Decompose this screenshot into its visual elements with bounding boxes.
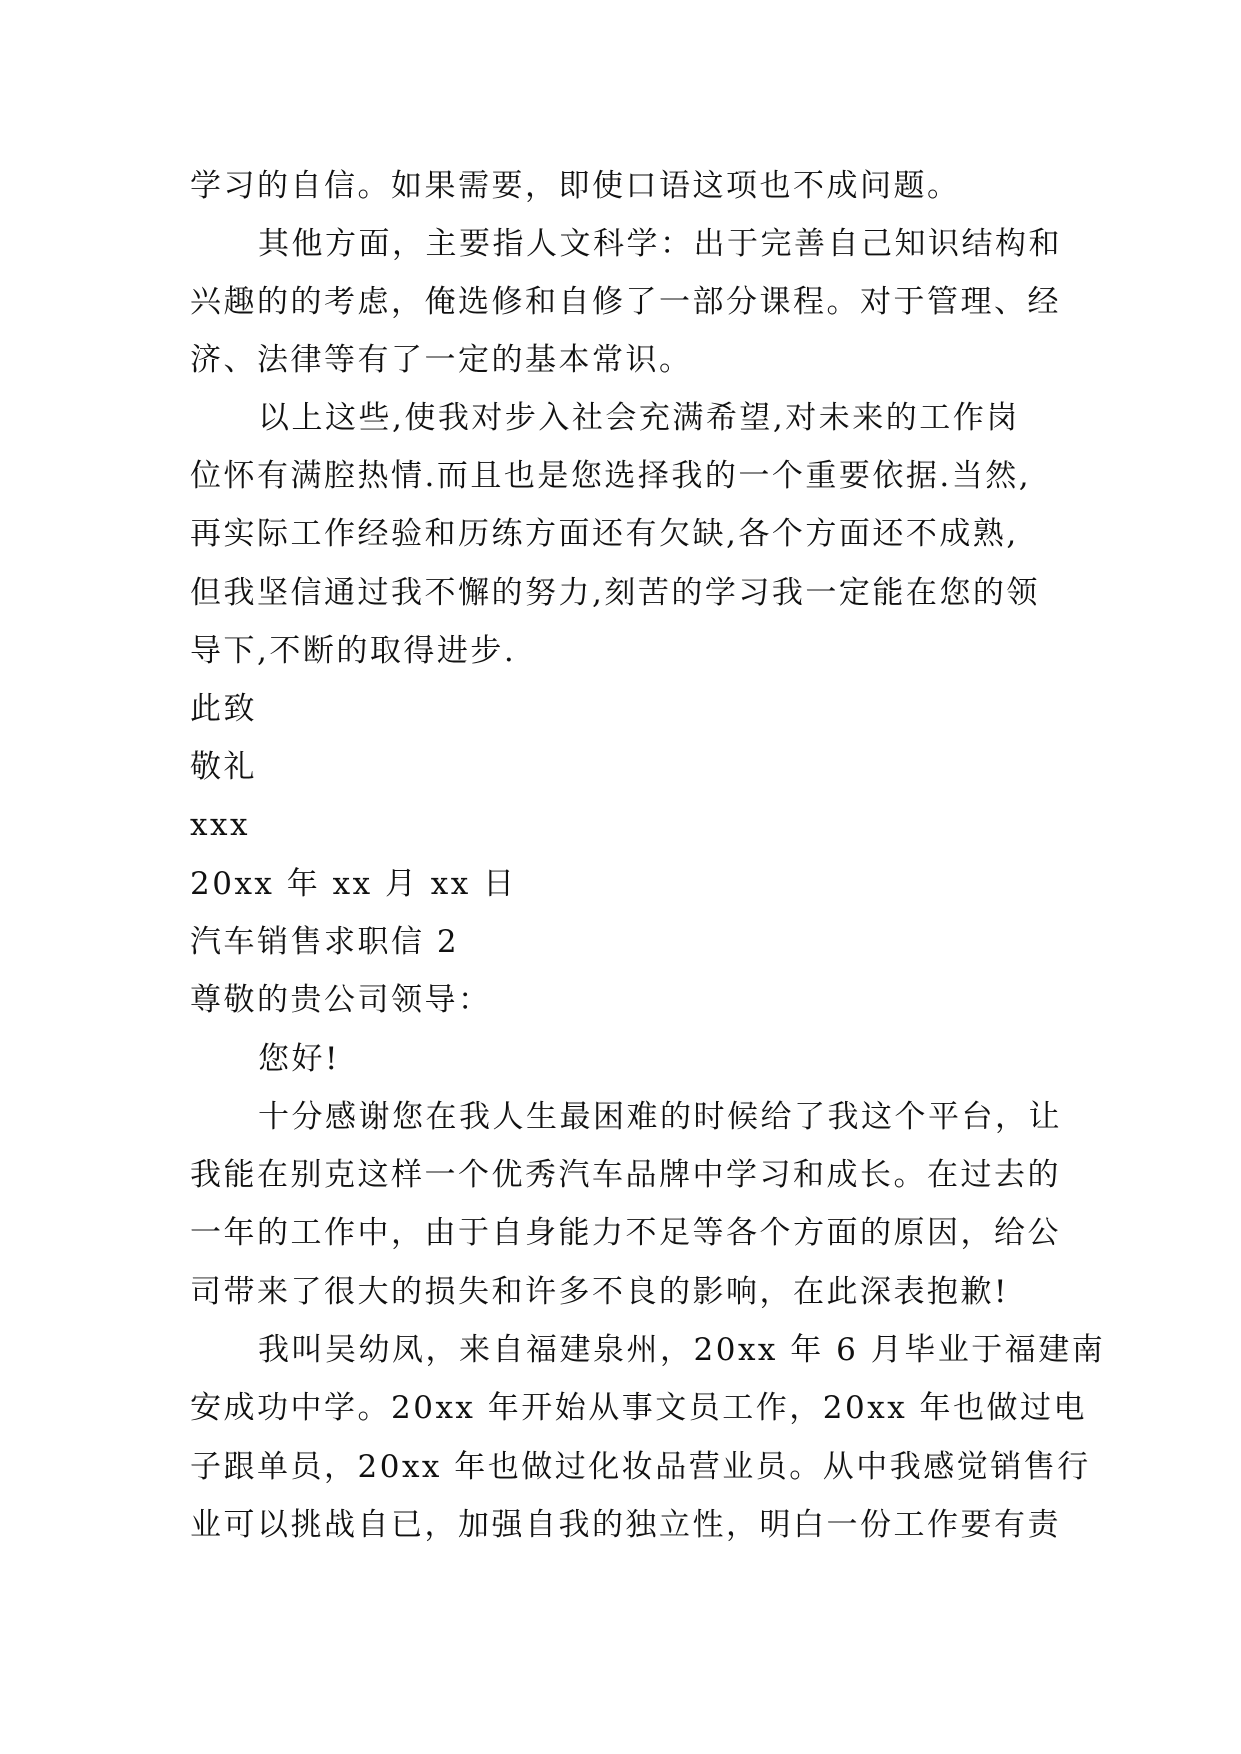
closing-regards: 敬礼: [190, 749, 257, 785]
section-title: 汽车销售求职信 2: [190, 924, 460, 960]
greeting: 尊敬的贵公司领导：: [190, 982, 492, 1018]
greeting-hello: 您好!: [258, 1041, 340, 1077]
text-line: 业可以挑战自已，加强自我的独立性，明白一份工作要有责: [190, 1507, 1061, 1543]
signature-date: 20xx 年 xx 月 xx 日: [190, 866, 517, 902]
text-line: 其他方面，主要指人文科学：出于完善自己知识结构和: [258, 226, 1062, 262]
text-line: 但我坚信通过我不懈的努力,刻苦的学习我一定能在您的领: [190, 575, 1040, 611]
text-line: 学习的自信。如果需要，即使口语这项也不成问题。: [190, 168, 961, 204]
text-line: 位怀有满腔热情.而且也是您选择我的一个重要依据.当然,: [190, 458, 1032, 494]
text-line: 以上这些,使我对步入社会充满希望,对未来的工作岗: [258, 400, 1020, 436]
text-line: 再实际工作经验和历练方面还有欠缺,各个方面还不成熟,: [190, 516, 1019, 552]
closing-salutation: 此致: [190, 691, 257, 727]
text-line: 我能在别克这样一个优秀汽车品牌中学习和成长。在过去的: [190, 1157, 1061, 1193]
text-line: 子跟单员，20xx 年也做过化妆品营业员。从中我感觉销售行: [190, 1449, 1091, 1485]
text-line: 一年的工作中，由于自身能力不足等各个方面的原因，给公: [190, 1215, 1061, 1251]
text-line: 导下,不断的取得进步.: [190, 633, 517, 669]
text-line: 十分感谢您在我人生最困难的时候给了我这个平台，让: [258, 1099, 1062, 1135]
text-line: 济、法律等有了一定的基本常识。: [190, 342, 693, 378]
text-line: 兴趣的的考虑，俺选修和自修了一部分课程。对于管理、经: [190, 284, 1061, 320]
text-line: 安成功中学。20xx 年开始从事文员工作，20xx 年也做过电: [190, 1390, 1088, 1426]
text-line: 司带来了很大的损失和许多不良的影响，在此深表抱歉!: [190, 1274, 1009, 1310]
signature-name: xxx: [190, 807, 250, 843]
text-line: 我叫吴幼凤，来自福建泉州，20xx 年 6 月毕业于福建南: [258, 1332, 1106, 1368]
